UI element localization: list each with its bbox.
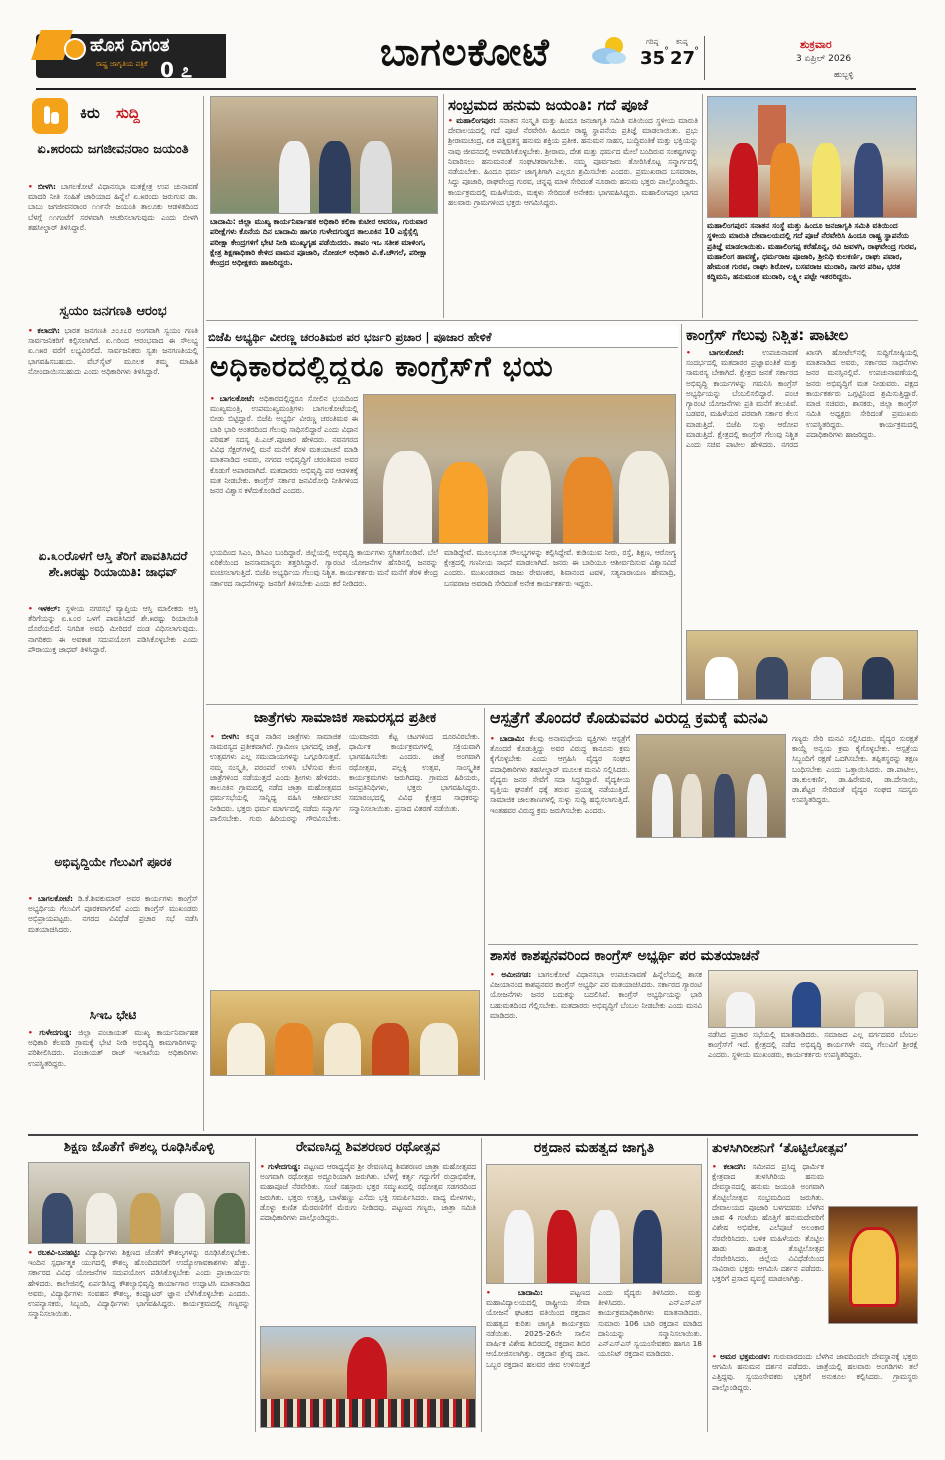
lead-body-col-1: • ಬಾಗಲಕೋಟೆ: ಅಧಿಕಾರದಲ್ಲಿದ್ದರೂ ಸೋಲಿನ ಭಯದಿಂದ ಮುಖ್ಯಮಂತ್ರಿ, ಉಪಮುಖ್ಯಮಂತ್ರಿಗಳು ಬಾಗಲಕೋಟೆಯಲ್ಲಿ ಬೀಡು ಬಿಟ್ಟಿದ್ದಾರೆ. ಬಿಜೆಪಿ ಅಭ್ಯರ್ಥಿ ವೀರಣ್ಣ ಚರಂತಿಮಠ ಈ ಬಾರಿ ಭಾರಿ ಅಂತರದಿಂದ ಗೆಲುವು ಸಾಧಿಸಲಿದ್ದಾರೆ ಎಂದು ವಿಧಾನ ಪರಿಷತ್ ಸದಸ್ಯ ಪಿ.ಎಚ್.ಪೂಜಾರ ಹೇಳಿದರು. ನವನಗರದ ವಿವಿಧ ಸೆಕ್ಟರ್‌ಗಳಲ್ಲಿ ಮನೆ ಮನೆಗೆ ತೆರಳಿ ಮತಯಾಚನೆ ಮಾಡಿ ಮಾತನಾಡಿದ ಅವರು, ನಗರದ ಅಭಿವೃದ್ಧಿಗೆ ಚರಂತಿಮಠ ಅವರ ಕೊಡುಗೆ ಅಪಾರವಾಗಿದೆ. ಮತದಾರರು ಅಭಿವೃದ್ಧಿ ಪರ ಆಡಳಿತಕ್ಕೆ ಮತ ನೀಡಬೇಕು. ಕಾಂಗ್ರೆಸ್ ಸರ್ಕಾರ ಜನವಿರೋಧಿ ನೀತಿಗಳಿಂದ ಜನರ ವಿಶ್ವಾಸ ಕಳೆದುಕೊಂಡಿದೆ ಎಂದರು.: [210, 394, 358, 495]
brief-heading: ಅಭಿವೃದ್ಧಿಯೇ ಗೆಲುವಿಗೆ ಪೂರಕ: [54, 855, 172, 869]
min-temp-label: ಕನಿಷ್ಠ: [676, 38, 688, 46]
raktadana-headline: ರಕ್ತದಾನ ಮಹತ್ವದ ಜಾಗೃತಿ: [533, 1140, 655, 1156]
column-rule-bottom-1: [255, 1138, 256, 1432]
tulasigiri-headline: ತುಳಸಿಗಿರೀಶನಿಗೆ ‘ತೊಟ್ಟಿಲೋತ್ಸವ’: [712, 1140, 849, 1155]
idol-garland-shape: [849, 1227, 899, 1307]
weather-sun-cloud-icon: [590, 34, 630, 66]
brief-body: • ಕಲಾದಗಿ: ಭಾರತ ಜನಗಣತಿ ೨೦೨೭ರ ಅಂಗವಾಗಿ ಸ್ವಯಂ ಗಣತಿ ಸಾರ್ವಜನಿಕರಿಗೆ ಕಲ್ಪಿಸಲಾಗಿದೆ. ಏ.೧ರಿಂದ ಆರಂಭವಾದ ಈ ಸೌಲಭ್ಯ ಏ.೧೫ರ ವರೆಗೆ ಲಭ್ಯವಿರಲಿದೆ. ಸಾರ್ವಜನಿಕರು ಸ್ವತಃ ಜನಗಣತಿಯಲ್ಲಿ ಭಾಗವಹಿಸಬಹುದು. ವೆಬ್‌ಸೈಟ್ ಮೂಲಕ ತಮ್ಮ ಮಾಹಿತಿ ನೋಂದಾಯಿಸಬಹುದು ಎಂದು ಅಧಿಕಾರಿಗಳು ತಿಳಿಸಿದ್ದಾರೆ.: [28, 326, 198, 376]
issue-weekday: ಶುಕ್ರವಾರ: [800, 38, 832, 51]
brief-text: ಸ್ಥಳೀಯ ನಗರಸಭೆ ವ್ಯಾಪ್ತಿಯ ಆಸ್ತಿ ಮಾಲೀಕರು ಆಸ್ತಿ ತೆರಿಗೆಯನ್ನು ಏ.೩೦ರ ಒಳಗೆ ಪಾವತಿಸಿದರೆ ಶೇ.೫ರಷ್ಟು ರಿಯಾಯಿತಿ ದೊರೆಯಲಿದೆ. ನಿಗದಿತ ಅವಧಿ ಮೀರಿದರೆ ದಂಡ ವಿಧಿಸಲಾಗುವುದು. ನಾಗರಿಕರು ಈ ಅವಕಾಶ ಸದುಪಯೋಗ ಪಡಿಸಿಕೊಳ್ಳಬೇಕು ಎಂದು ಪೌರಾಯುಕ್ತ ಜಾಧವ್ ತಿಳಿಸಿದ್ದಾರೆ.: [28, 604, 198, 654]
shikshana-headline: ಶಿಕ್ಷಣ ಜೊತೆಗೆ ಕೌಶಲ್ಯ ರೂಢಿಸಿಕೊಳ್ಳಿ: [63, 1140, 215, 1155]
bottom-row-rule: [28, 1134, 918, 1136]
brief-place: ಬಾಗಲಕೋಟೆ:: [37, 894, 73, 903]
tulasigiri-body-b: • ಅಮರ ಭಕ್ತಮಂಡಳ: ಗುರುವಾರದಂದು ಬೆಳಗಿನ ಜಾವದಿಂದಲೇ ದೇವಸ್ಥಾನಕ್ಕೆ ಭಕ್ತರು ಆಗಮಿಸಿ ಹನುಮನ ದರ್ಶನ ಪಡೆದರು. ಜಾತ್ರೆಯಲ್ಲಿ ಹಲವಾರು ಅಂಗಡಿಗಳು ತಲೆ ಎತ್ತಿದ್ದವು. ಸ್ವಯಂಸೇವಕರು ಭಕ್ತರಿಗೆ ಅನುಕೂಲ ಕಲ್ಪಿಸಿದರು. ಗ್ರಾಮಸ್ಥರು ಪಾಲ್ಗೊಂಡಿದ್ದರು.: [712, 1352, 918, 1392]
lead-campaign-photo: [363, 394, 676, 544]
brief-text: ಭಾರತ ಜನಗಣತಿ ೨೦೨೭ರ ಅಂಗವಾಗಿ ಸ್ವಯಂ ಗಣತಿ ಸಾರ್ವಜನಿಕರಿಗೆ ಕಲ್ಪಿಸಲಾಗಿದೆ. ಏ.೧ರಿಂದ ಆರಂಭವಾದ ಈ ಸೌಲಭ್ಯ ಏ.೧೫ರ ವರೆಗೆ ಲಭ್ಯವಿರಲಿದೆ. ಸಾರ್ವಜನಿಕರು ಸ್ವತಃ ಜನಗಣತಿಯಲ್ಲಿ ಭಾಗವಹಿಸಬಹುದು. ವೆಬ್‌ಸೈಟ್ ಮೂಲಕ ತಮ್ಮ ಮಾಹಿತಿ ನೋಂದಾಯಿಸಬಹುದು ಎಂದು ಅಧಿಕಾರಿಗಳು ತಿಳಿಸಿದ್ದಾರೆ.: [28, 326, 198, 376]
kashappanavar-body-col-1: • ಅಮೀನಗಡ: ಬಾಗಲಕೋಟೆ ವಿಧಾನಸಭಾ ಉಪಚುನಾವಣೆ ಹಿನ್ನೆಲೆಯಲ್ಲಿ ಶಾಸಕ ವಿಜಯಾನಂದ ಕಾಶಪ್ಪನವರ ಕಾಂಗ್ರೆಸ್ ಅಭ್ಯರ್ಥಿ ಪರ ಮತಯಾಚಿಸಿದರು. ಸರ್ಕಾರದ ಗ್ಯಾರಂಟಿ ಯೋಜನೆಗಳು ಜನರ ಬದುಕನ್ನು ಬದಲಿಸಿವೆ. ಕಾಂಗ್ರೆಸ್ ಅಭ್ಯರ್ಥಿಯನ್ನು ಭಾರಿ ಬಹುಮತದಿಂದ ಗೆಲ್ಲಿಸಬೇಕು. ಮತದಾರರು ಅಭಿವೃದ್ಧಿಗೆ ಬೆಂಬಲ ನೀಡಬೇಕು ಎಂದು ಮನವಿ ಮಾಡಿದರು.: [490, 970, 702, 1020]
masthead: [0, 0, 945, 88]
revanasiddha-place: ಗುಳೇದಗುಡ್ಡ:: [268, 1162, 301, 1171]
hospital-memo-photo: [636, 734, 786, 838]
page-number: 0 ೭: [160, 58, 193, 82]
kashappanavar-headline: ಶಾಸಕ ಕಾಶಪ್ಪನವರಿಂದ ಕಾಂಗ್ರೆಸ್ ಅಭ್ಯರ್ಥಿ ಪರ ಮತಯಾಚನೆ: [490, 948, 760, 964]
jatre-stage-photo: [210, 990, 480, 1076]
kashappanavar-place: ಅಮೀನಗಡ:: [501, 970, 532, 979]
brief-place: ಗುಳೇದಗುಡ್ಡ:: [39, 1028, 72, 1037]
column-rule-left: [203, 96, 204, 1131]
raktadana-body: • ಬಾದಾಮಿ: ಪಟ್ಟಣದ ಮಹಾವಿದ್ಯಾಲಯದಲ್ಲಿ ರಾಷ್ಟ್ರೀಯ ಸೇವಾ ಯೋಜನೆ ಘಟಕದ ವತಿಯಿಂದ ರಕ್ತದಾನ ಮಹತ್ವದ ಕುರಿತು ಜಾಗೃತಿ ಕಾರ್ಯಕ್ರಮ ನಡೆಯಿತು. 2025-26ನೇ ಸಾಲಿನ ವಾರ್ಷಿಕ ವಿಶೇಷ ಶಿಬಿರದಲ್ಲಿ ರಕ್ತದಾನ ಶಿಬಿರ ಆಯೋಜಿಸಲಾಗಿತ್ತು. ರಕ್ತದಾನ ಶ್ರೇಷ್ಠ ದಾನ. ಒಬ್ಬರ ರಕ್ತದಾನ ಹಲವರ ಜೀವ ಉಳಿಸುತ್ತದೆ ಎಂದು ವೈದ್ಯರು ತಿಳಿಸಿದರು. ಮತ್ತು ತೀಳಿಸಿದರು. ಎನ್‌ಎಸ್‌ಎಸ್ ಕಾರ್ಯಕ್ರಮಾಧಿಕಾರಿಗಳು ಮಾತನಾಡಿದರು. ಸುಮಾರು 106 ಬಾರಿ ರಕ್ತದಾನ ಮಾಡಿದ ದಾನಿಯನ್ನು ಸನ್ಮಾನಿಸಲಾಯಿತು. ಎನ್‌ಎಸ್‌ಎಸ್ ಸ್ವಯಂಸೇವಕರು ಹಾಗೂ 18 ಯೂನಿಟ್ ರಕ್ತದಾನ ಮಾಡಿದರು.: [486, 1288, 702, 1369]
hanuma-temple-photo: [707, 96, 917, 218]
max-temp-degree: °: [664, 46, 669, 57]
hospital-body-col-2: ಗಣ್ಯರು ಸೇರಿ ಮನವಿ ಸಲ್ಲಿಸಿದರು. ವೈದ್ಯರ ಸುರಕ್ಷತೆ ಕಾಯ್ದೆ ಅನ್ವಯ ಕ್ರಮ ಕೈಗೊಳ್ಳಬೇಕು. ಆಸ್ಪತ್ರೆಯ ಸಿಬ್ಬಂದಿಗೆ ರಕ್ಷಣೆ ಒದಗಿಸಬೇಕು. ತಪ್ಪಿತಸ್ಥರನ್ನು ತಕ್ಷಣ ಬಂಧಿಸಬೇಕು ಎಂದು ಒತ್ತಾಯಿಸಿದರು. ಡಾ.ಪಾಟೀಲ, ಡಾ.ಕುಲಕರ್ಣಿ, ಡಾ.ಹಿರೇಮಠ, ಡಾ.ದೇಸಾಯಿ, ಡಾ.ಶೆಟ್ಟರ ಸೇರಿದಂತೆ ವೈದ್ಯರ ಸಂಘದ ಸದಸ್ಯರು ಉಪಸ್ಥಿತರಿದ್ದರು.: [792, 734, 918, 805]
lead-headline: ಅಧಿಕಾರದಲ್ಲಿದ್ದರೂ ಕಾಂಗ್ರೆಸ್‌ಗೆ ಭಯ: [210, 350, 554, 383]
issue-city: ಹುಬ್ಬಳ್ಳಿ: [834, 70, 854, 79]
congress-press-photo: [686, 630, 918, 700]
brief-place: ಬೀಳಗಿ:: [37, 182, 56, 191]
column-rule-lower: [484, 708, 485, 1080]
revanasiddha-chariot-photo: [260, 1326, 476, 1428]
district-title: ಬಾಗಲಕೋಟೆ: [380, 30, 550, 74]
jatre-place: ಬೀಳಗಿ:: [221, 732, 240, 741]
brand-tagline: ರಾಷ್ಟ್ರ ಜಾಗೃತಿಯ ಪತ್ರಿಕೆ: [96, 60, 148, 68]
brief-heading: ಸಿಇಒ ಭೇಟಿ: [89, 1008, 137, 1022]
tulasigiri-text: ಸಮೀಪದ ಪ್ರಸಿದ್ಧ ಧಾರ್ಮಿಕ ಕ್ಷೇತ್ರವಾದ ತುಳಸಿಗಿರಿಯ ಹನುಮ ದೇವಸ್ಥಾನದಲ್ಲಿ ಹನುಮ ಜಯಂತಿ ಅಂಗವಾಗಿ ತೊಟ್ಟಿಲೋತ್ಸವ ಸಂಭ್ರಮದಿಂದ ಜರುಗಿತು. ದೇವಾಲಯದ ಪೂಜಾರಿ ಬಳಗದವರು ಬೆಳಗಿನ ಜಾವ 4 ಗಂಟೆಯ ಹೊತ್ತಿಗೆ ಹನುಮದೇವರಿಗೆ ವಿಶೇಷ ಅಭಿಷೇಕ, ಎಲೆಪೂಜೆ ಅಲಂಕಾರ ನೆರವೇರಿಸಿದರು. ಬಳಿಕ ಮಹಿಳೆಯರು ತೊಟ್ಟಿಲ ಹಾಡು ಹಾಡುತ್ತ ತೊಟ್ಟಿಲೋತ್ಸವ ನೆರವೇರಿಸಿದರು. ಜಿಲ್ಲೆಯ ವಿವಿಧೆಡೆಯಿಂದ ಸಾವಿರಾರು ಭಕ್ತರು ಆಗಮಿಸಿ ದರ್ಶನ ಪಡೆದರು. ಭಕ್ತರಿಗೆ ಪ್ರಸಾದ ವ್ಯವಸ್ಥೆ ಮಾಡಲಾಗಿತ್ತು.: [712, 1162, 824, 1284]
min-temp-value: 27: [670, 48, 696, 69]
brief-item-5: [28, 1008, 198, 1131]
jatre-headline: ಜಾತ್ರೆಗಳು ಸಾಮಾಜಿಕ ಸಾಮರಸ್ಯದ ಪ್ರತೀಕ: [253, 710, 437, 726]
jatre-text: ಕನ್ನಡ ನಾಡಿನ ಜಾತ್ರೆಗಳು ಸಾಮಾಜಿಕ ಸಾಮರಸ್ಯದ ಪ್ರತೀಕವಾಗಿವೆ. ಗ್ರಾಮೀಣ ಭಾಗದಲ್ಲಿ ಜಾತ್ರೆ, ಉತ್ಸವಗಳು ಎಲ್ಲ ಸಮುದಾಯಗಳನ್ನು ಒಗ್ಗೂಡಿಸುತ್ತವೆ. ನಮ್ಮ ಸಂಸ್ಕೃತಿ, ಪರಂಪರೆ ಉಳಿಸಿ ಬೆಳೆಸುವ ಕೆಲಸ ಜಾತ್ರೆಗಳಿಂದ ನಡೆಯುತ್ತದೆ ಎಂದು ಶ್ರೀಗಳು ಹೇಳಿದರು. ತಾಲೂಕಿನ ಗ್ರಾಮದಲ್ಲಿ ನಡೆದ ಜಾತ್ರಾ ಮಹೋತ್ಸವದ ಧರ್ಮಸಭೆಯಲ್ಲಿ ಸಾನ್ನಿಧ್ಯ ವಹಿಸಿ ಆಶೀರ್ವಚನ ನೀಡಿದರು. ಭಕ್ತರು ಧರ್ಮ ಮಾರ್ಗದಲ್ಲಿ ನಡೆದು ಸನ್ಮಾರ್ಗ ಪಾಲಿಸಬೇಕು. ಗುರು ಹಿರಿಯರನ್ನು ಗೌರವಿಸಬೇಕು. ಯುವಜನರು ಕೆಟ್ಟ ಚಟಗಳಿಂದ ದೂರವಿರಬೇಕು. ಧಾರ್ಮಿಕ ಕಾರ್ಯಕ್ರಮಗಳಲ್ಲಿ ಸಕ್ರಿಯವಾಗಿ ಭಾಗವಹಿಸಬೇಕು ಎಂದರು. ಜಾತ್ರೆ ಅಂಗವಾಗಿ ರಥೋತ್ಸವ, ಪಲ್ಲಕ್ಕಿ ಉತ್ಸವ, ಸಾಂಸ್ಕೃತಿಕ ಕಾರ್ಯಕ್ರಮಗಳು ಜರುಗಿದವು. ಗ್ರಾಮದ ಹಿರಿಯರು, ಜನಪ್ರತಿನಿಧಿಗಳು, ಭಕ್ತರು ಭಾಗವಹಿಸಿದ್ದರು. ಸಮಾರಂಭದಲ್ಲಿ ವಿವಿಧ ಕ್ಷೇತ್ರದ ಸಾಧಕರನ್ನು ಸನ್ಮಾನಿಸಲಾಯಿತು. ಪ್ರಸಾದ ವಿತರಣೆ ನಡೆಯಿತು.: [210, 732, 480, 823]
max-temp-label: ಗರಿಷ್ಠ: [646, 38, 659, 46]
tulasigiri-place: ಕಲಾದಗಿ:: [723, 1162, 746, 1171]
masthead-divider: [704, 36, 705, 80]
column-rule-bottom-2: [481, 1138, 482, 1432]
congress-win-place: ಬಾಗಲಕೋಟೆ:: [709, 348, 745, 357]
raktadana-text: ಪಟ್ಟಣದ ಮಹಾವಿದ್ಯಾಲಯದಲ್ಲಿ ರಾಷ್ಟ್ರೀಯ ಸೇವಾ ಯೋಜನೆ ಘಟಕದ ವತಿಯಿಂದ ರಕ್ತದಾನ ಮಹತ್ವದ ಕುರಿತು ಜಾಗೃತಿ ಕಾರ್ಯಕ್ರಮ ನಡೆಯಿತು. 2025-26ನೇ ಸಾಲಿನ ವಾರ್ಷಿಕ ವಿಶೇಷ ಶಿಬಿರದಲ್ಲಿ ರಕ್ತದಾನ ಶಿಬಿರ ಆಯೋಜಿಸಲಾಗಿತ್ತು. ರಕ್ತದಾನ ಶ್ರೇಷ್ಠ ದಾನ. ಒಬ್ಬರ ರಕ್ತದಾನ ಹಲವರ ಜೀವ ಉಳಿಸುತ್ತದೆ ಎಂದು ವೈದ್ಯರು ತಿಳಿಸಿದರು. ಮತ್ತು ತೀಳಿಸಿದರು. ಎನ್‌ಎಸ್‌ಎಸ್ ಕಾರ್ಯಕ್ರಮಾಧಿಕಾರಿಗಳು ಮಾತನಾಡಿದರು. ಸುಮಾರು 106 ಬಾರಿ ರಕ್ತದಾನ ಮಾಡಿದ ದಾನಿಯನ್ನು ಸನ್ಮಾನಿಸಲಾಯಿತು. ಎನ್‌ಎಸ್‌ಎಸ್ ಸ್ವಯಂಸೇವಕರು ಹಾಗೂ 18 ಯೂನಿಟ್ ರಕ್ತದಾನ ಮಾಡಿದರು.: [486, 1288, 702, 1369]
kashappanavar-body-col-2: ನಡೆಸಿದ ಪ್ರಚಾರ ಸಭೆಯಲ್ಲಿ ಮಾತನಾಡಿದರು. ಸಮಾಜದ ಎಲ್ಲ ವರ್ಗದವರ ಬೆಂಬಲ ಕಾಂಗ್ರೆಸ್‌ಗೆ ಇದೆ. ಕ್ಷೇತ್ರದಲ್ಲಿ ನಡೆದ ಅಭಿವೃದ್ಧಿ ಕಾರ್ಯಗಳೇ ನಮ್ಮ ಗೆಲುವಿಗೆ ಶ್ರೀರಕ್ಷೆ ಎಂದರು. ಸ್ಥಳೀಯ ಮುಖಂಡರು, ಕಾರ್ಯಕರ್ತರು ಉಪಸ್ಥಿತರಿದ್ದರು.: [708, 1030, 918, 1060]
column-rule-top-1: [443, 94, 444, 318]
top-row-rule: [206, 320, 918, 321]
congress-win-text: ಉಪಚುನಾವಣೆ ಸಂದರ್ಭದಲ್ಲಿ ಮತದಾರರ ಪ್ರಜ್ಞಾವಂತಿಕೆ ಮತ್ತು ಸಾಮರಸ್ಯ ಬೇಕಾಗಿದೆ. ಕ್ಷೇತ್ರದ ಜನತೆ ಸರ್ಕಾರದ ಅಭಿವೃದ್ಧಿ ಕಾರ್ಯಗಳನ್ನು ಗಮನಿಸಿ ಕಾಂಗ್ರೆಸ್ ಅಭ್ಯರ್ಥಿಯನ್ನು ಬೆಂಬಲಿಸಲಿದ್ದಾರೆ. ಪಂಚ ಗ್ಯಾರಂಟಿ ಯೋಜನೆಗಳು ಪ್ರತಿ ಮನೆಗೆ ತಲುಪಿವೆ. ಬಡವರ, ಮಹಿಳೆಯರ ಪರವಾಗಿ ಸರ್ಕಾರ ಕೆಲಸ ಮಾಡುತ್ತಿದೆ. ಬಿಜೆಪಿ ಸುಳ್ಳು ಆರೋಪ ಮಾಡುತ್ತಿದೆ. ಕ್ಷೇತ್ರದಲ್ಲಿ ಕಾಂಗ್ರೆಸ್ ಗೆಲುವು ನಿಶ್ಚಿತ ಎಂದು ಸಚಿವ ಪಾಟೀಲ ಹೇಳಿದರು. ನಗರದ ಖಾಸಗಿ ಹೋಟೆಲ್‌ನಲ್ಲಿ ಸುದ್ದಿಗೋಷ್ಠಿಯಲ್ಲಿ ಮಾತನಾಡಿದ ಅವರು, ಸರ್ಕಾರದ ಸಾಧನೆಗಳು ಜನರ ಮನಸ್ಸಿನಲ್ಲಿವೆ. ಉಪಚುನಾವಣೆಯಲ್ಲಿ ಜನರು ಅಭಿವೃದ್ಧಿಗೆ ಮತ ನೀಡುವರು. ಪಕ್ಷದ ಕಾರ್ಯಕರ್ತರು ಒಗ್ಗಟ್ಟಿನಿಂದ ಶ್ರಮಿಸುತ್ತಿದ್ದಾರೆ. ಮಾಜಿ ಸಚಿವರು, ಶಾಸಕರು, ಜಿಲ್ಲಾ ಕಾಂಗ್ರೆಸ್ ಸಮಿತಿ ಅಧ್ಯಕ್ಷರು ಸೇರಿದಂತೆ ಪ್ರಮುಖರು ಉಪಸ್ಥಿತರಿದ್ದರು. ಕಾರ್ಯಕ್ರಮದಲ್ಲಿ ಪದಾಧಿಕಾರಿಗಳು ಹಾಜರಿದ್ದರು.: [686, 348, 918, 449]
hanuma-text: ಸನಾತನ ಸಂಸ್ಕೃತಿ ಮತ್ತು ಹಿಂದೂ ಜನಜಾಗೃತಿ ಸಮಿತಿ ವತಿಯಿಂದ ಸ್ಥಳೀಯ ಮಾರುತಿ ದೇವಾಲಯದಲ್ಲಿ ಗದೆ ಪೂಜೆ ನೆರವೇರಿಸಿ ಹಿಂದೂ ರಾಷ್ಟ್ರ ಸ್ಥಾಪನೆಯ ಪ್ರತಿಜ್ಞೆ ಮಾಡಲಾಯಿತು. ಪ್ರಭು ಶ್ರೀರಾಮಚಂದ್ರ, ಏಕ ಪತ್ನಿವ್ರತಸ್ಥ ಹನುಮ ಶಕ್ತಿಯ ಪ್ರತೀಕ. ಹನುಮನ ಸಾಹಸ, ಬುದ್ಧಿವಂತಿಕೆ ಮತ್ತು ಭಕ್ತಿಯನ್ನು ನಾವು ಜೀವನದಲ್ಲಿ ಅಳವಡಿಸಿಕೊಳ್ಳಬೇಕು. ಶ್ರೀರಾಮ, ದೇಶ ಮತ್ತು ಧರ್ಮದ ಮೇಲೆ ಬಂದಿರುವ ಸಂಕಷ್ಟಗಳನ್ನು ನಿವಾರಿಸಲು ಹನುಮನಂತೆ ಸಂಘಟಿತರಾಗಬೇಕು. ನಮ್ಮ ಪೂರ್ವಜರು ತೋರಿಸಿಕೊಟ್ಟ ಸನ್ಮಾರ್ಗದಲ್ಲಿ ನಡೆಯಬೇಕು. ಹಿಂದೂ ಧರ್ಮ ಜಾಗೃತಿಗಾಗಿ ಎಲ್ಲರೂ ಶ್ರಮಿಸಬೇಕು ಎಂದರು. ಪ್ರಮುಖರಾದ ಬಸವರಾಜ, ಸಿದ್ದು ಪೂಜಾರಿ, ರಾಘವೇಂದ್ರ ಗುರವ, ಚನ್ನಪ್ಪ ಮಾಳಿ ಸೇರಿದಂತೆ ನೂರಾರು ಹನುಮ ಭಕ್ತರು ಪಾಲ್ಗೊಂಡಿದ್ದರು. ಕಾರ್ಯಕ್ರಮದಲ್ಲಿ ಮಹಿಳೆಯರು, ಮಕ್ಕಳು ಸೇರಿದಂತೆ ಅನೇಕರು ಭಾಗವಹಿಸಿದ್ದರು. ಮಹಾಲಿಂಗಪುರ ಭಾಗದ ಹಲವಾರು ಗ್ರಾಮಗಳಿಂದ ಭಕ್ತರು ಆಗಮಿಸಿದ್ದರು.: [448, 116, 698, 207]
brief-place: ಇಳಕಲ್:: [38, 604, 61, 613]
hospital-rule: [488, 944, 918, 945]
brief-body: • ಇಳಕಲ್: ಸ್ಥಳೀಯ ನಗರಸಭೆ ವ್ಯಾಪ್ತಿಯ ಆಸ್ತಿ ಮಾಲೀಕರು ಆಸ್ತಿ ತೆರಿಗೆಯನ್ನು ಏ.೩೦ರ ಒಳಗೆ ಪಾವತಿಸಿದರೆ ಶೇ.೫ರಷ್ಟು ರಿಯಾಯಿತಿ ದೊರೆಯಲಿದೆ. ನಿಗದಿತ ಅವಧಿ ಮೀರಿದರೆ ದಂಡ ವಿಧಿಸಲಾಗುವುದು. ನಾಗರಿಕರು ಈ ಅವಕಾಶ ಸದುಪಯೋಗ ಪಡಿಸಿಕೊಳ್ಳಬೇಕು ಎಂದು ಪೌರಾಯುಕ್ತ ಜಾಧವ್ ತಿಳಿಸಿದ್ದಾರೆ.: [28, 604, 198, 654]
kirusuddi-hand-icon: [32, 98, 68, 134]
brief-item-4: [28, 854, 198, 1004]
brief-place: ಕಲಾದಗಿ:: [37, 326, 60, 335]
lead-text-a: ಅಧಿಕಾರದಲ್ಲಿದ್ದರೂ ಸೋಲಿನ ಭಯದಿಂದ ಮುಖ್ಯಮಂತ್ರಿ, ಉಪಮುಖ್ಯಮಂತ್ರಿಗಳು ಬಾಗಲಕೋಟೆಯಲ್ಲಿ ಬೀಡು ಬಿಟ್ಟಿದ್ದಾರೆ. ಬಿಜೆಪಿ ಅಭ್ಯರ್ಥಿ ವೀರಣ್ಣ ಚರಂತಿಮಠ ಈ ಬಾರಿ ಭಾರಿ ಅಂತರದಿಂದ ಗೆಲುವು ಸಾಧಿಸಲಿದ್ದಾರೆ ಎಂದು ವಿಧಾನ ಪರಿಷತ್ ಸದಸ್ಯ ಪಿ.ಎಚ್.ಪೂಜಾರ ಹೇಳಿದರು. ನವನಗರದ ವಿವಿಧ ಸೆಕ್ಟರ್‌ಗಳಲ್ಲಿ ಮನೆ ಮನೆಗೆ ತೆರಳಿ ಮತಯಾಚನೆ ಮಾಡಿ ಮಾತನಾಡಿದ ಅವರು, ನಗರದ ಅಭಿವೃದ್ಧಿಗೆ ಚರಂತಿಮಠ ಅವರ ಕೊಡುಗೆ ಅಪಾರವಾಗಿದೆ. ಮತದಾರರು ಅಭಿವೃದ್ಧಿ ಪರ ಆಡಳಿತಕ್ಕೆ ಮತ ನೀಡಬೇಕು. ಕಾಂಗ್ರೆಸ್ ಸರ್ಕಾರ ಜನವಿರೋಧಿ ನೀತಿಗಳಿಂದ ಜನರ ವಿಶ್ವಾಸ ಕಳೆದುಕೊಂಡಿದೆ ಎಂದರು.: [210, 394, 358, 495]
column-rule-mid: [681, 324, 682, 704]
column-rule-top-2: [702, 94, 703, 318]
kashappanavar-rally-photo: [708, 970, 918, 1028]
hanuma-place: ಮಹಾಲಿಂಗಪುರ:: [456, 116, 496, 125]
revanasiddha-headline: ರೇವಣಸಿದ್ಧ ಶಿವಶರಣರ ರಥೋತ್ಸವ: [296, 1140, 440, 1155]
congress-win-headline: ಕಾಂಗ್ರೆಸ್ ಗೆಲುವು ನಿಶ್ಚಿತ: ಪಾಟೀಲ: [686, 326, 849, 344]
badami-visit-caption: ಬಾದಾಮಿ: ಜಿಲ್ಲಾ ಮುಖ್ಯ ಕಾರ್ಯನಿರ್ವಾಹಕ ಅಧಿಕಾರಿ ಕಲಿಕಾ ಕುಟೀರ ಆವರಣ, ಗುರುವಾರ ಪರೀಕ್ಷೆಗಳು ಕೊನೆಯ ದಿನ ಬಾದಾಮಿ ಹಾಗೂ ಗುಳೇದಗುಡ್ಡದ ತಾಲೂಕಿನ 10 ಎಸ್ಸೆಸ್ಸೆಲ್ಸಿ ಪರೀಕ್ಷಾ ಕೇಂದ್ರಗಳಿಗೆ ಭೇಟಿ ನೀಡಿ ಮುಖ್ಯಗೃಹ ಪಡೆಯಿದರು. ತಾಪಂ ಇಒ ಸತೀಶ ಮಾಳಿಂಗ, ಕ್ಷೇತ್ರ ಶಿಕ್ಷಣಾಧಿಕಾರಿ ಕೇಳಿದ ವಾಮನ ಪೂಜಾರಿ, ನೋಡಲ್ ಅಧಿಕಾರಿ ವಿ.ಕೆ.ಚೌಗಲೆ, ಪರೀಕ್ಷಾ ಕೇಂದ್ರದ ಅಧೀಕ್ಷಕರು ಹಾಜರಿದ್ದರು.: [210, 217, 428, 267]
brief-body: • ಗುಳೇದಗುಡ್ಡ: ಜಿಲ್ಲಾ ಪಂಚಾಯತ್ ಮುಖ್ಯ ಕಾರ್ಯನಿರ್ವಾಹಕ ಅಧಿಕಾರಿ ಕೆಲವಡಿ ಗ್ರಾಮಕ್ಕೆ ಭೇಟಿ ನೀಡಿ ಅಭಿವೃದ್ಧಿ ಕಾಮಗಾರಿಗಳನ್ನು ಪರಿಶೀಲಿಸಿದರು. ಪಂಚಾಯತ್ ರಾಜ್ ಇಲಾಖೆಯ ಅಧಿಕಾರಿಗಳು ಉಪಸ್ಥಿತರಿದ್ದರು.: [28, 1028, 198, 1068]
badami-visit-photo: [210, 96, 438, 214]
lead-body-col-3: ಮಾಡಿದ್ದೇವೆ. ಮೂಲಭೂತ ಸೌಲಭ್ಯಗಳನ್ನು ಕಲ್ಪಿಸಿದ್ದೇವೆ. ಕುಡಿಯುವ ನೀರು, ರಸ್ತೆ, ಶಿಕ್ಷಣ, ಆರೋಗ್ಯ ಕ್ಷೇತ್ರದಲ್ಲಿ ಗಣನೀಯ ಸಾಧನೆ ಮಾಡಲಾಗಿದೆ. ಜನರು ಈ ಬಾರಿಯೂ ಆಶೀರ್ವದಿಸುವ ವಿಶ್ವಾಸವಿದೆ ಎಂದರು. ಮುಖಂಡರಾದ ರಾಜು ರೇವಣಕರ, ಶಿವಾನಂದ ಟವಳಿ, ಸತ್ಯನಾರಾಯಣ ಹೇಮಾದ್ರಿ, ಬಸವರಾಜ ಅವರಾದಿ ಸೇರಿದಂತೆ ಅನೇಕ ಕಾರ್ಯಕರ್ತರು ಇದ್ದರು.: [444, 548, 676, 588]
shikshana-body: • ರಬಕವಿ-ಬನಹಟ್ಟಿ: ವಿದ್ಯಾರ್ಥಿಗಳು ಶಿಕ್ಷಣದ ಜೊತೆಗೆ ಕೌಶಲ್ಯಗಳನ್ನು ರೂಢಿಸಿಕೊಳ್ಳಬೇಕು. ಇಂದಿನ ಸ್ಪರ್ಧಾತ್ಮಕ ಯುಗದಲ್ಲಿ ಕೌಶಲ್ಯ ಹೊಂದಿದವರಿಗೆ ಉದ್ಯೋಗಾವಕಾಶಗಳು ಹೆಚ್ಚು. ಸರ್ಕಾರದ ವಿವಿಧ ಯೋಜನೆಗಳ ಸದುಪಯೋಗ ಪಡಿಸಿಕೊಳ್ಳಬೇಕು ಎಂದು ಪ್ರಾಚಾರ್ಯರು ಹೇಳಿದರು. ಕಾಲೇಜಿನಲ್ಲಿ ಏರ್ಪಡಿಸಿದ್ದ ಕೌಶಲ್ಯಾಭಿವೃದ್ಧಿ ಕಾರ್ಯಾಗಾರ ಉದ್ಘಾಟಿಸಿ ಮಾತನಾಡಿದ ಅವರು, ವಿದ್ಯಾರ್ಥಿಗಳು ಸಂವಹನ ಕೌಶಲ್ಯ, ಕಂಪ್ಯೂಟರ್ ಜ್ಞಾನ ಬೆಳೆಸಿಕೊಳ್ಳಬೇಕು ಎಂದರು. ಉಪನ್ಯಾಸಕರು, ಸಿಬ್ಬಂದಿ, ವಿದ್ಯಾರ್ಥಿಗಳು ಭಾಗವಹಿಸಿದ್ದರು. ಕಾರ್ಯಕ್ರಮದಲ್ಲಿ ಗಣ್ಯರನ್ನು ಸನ್ಮಾನಿಸಲಾಯಿತು.: [28, 1248, 250, 1319]
brief-text: ಬಾಗಲಕೋಟೆ ವಿಧಾನಸಭಾ ಮತಕ್ಷೇತ್ರ ಉಪ ಚುನಾವಣೆ ಮಾದರಿ ನೀತಿ ಸಂಹಿತೆ ಜಾರಿಯಾದ ಹಿನ್ನೆಲೆ ಏ.೫ರಂದು ಜರುಗುವ ಡಾ. ಬಾಬು ಜಗಜೀವನರಾಂರ ೧೧೯ನೇ ಜಯಂತಿ ತಾಲೂಕು ಆಡಳಿತದಿಂದ ಬೆಳಗ್ಗೆ ೧೧ಗಂಟೆಗೆ ಸರಳವಾಗಿ ಆಚರಿಸಲಾಗುವುದು ಎಂದು ಬೀಳಗಿ ತಹಸೀಲ್ದಾರ್ ತಿಳಿಸಿದ್ದಾರೆ.: [28, 182, 198, 232]
kirusuddi-badge: [28, 96, 198, 136]
brief-text: ಡಿ.ಕೆ.ಶಿವಕುಮಾರ್ ಅವರ ಕಾರ್ಯಗಳು ಕಾಂಗ್ರೆಸ್ ಅಭ್ಯರ್ಥಿಯ ಗೆಲುವಿಗೆ ಪೂರಕವಾಗಲಿವೆ ಎಂದು ಕಾಂಗ್ರೆಸ್ ಮುಖಂಡರು ಅಭಿಪ್ರಾಯಪಟ್ಟರು. ನಗರದ ವಿವಿಧೆಡೆ ಪ್ರಚಾರ ಸಭೆ ನಡೆಸಿ ಮತಯಾಚಿಸಿದರು.: [28, 894, 198, 934]
brief-item-1: [28, 142, 198, 302]
max-temp-value: 35: [640, 48, 666, 69]
brief-body: • ಬಾಗಲಕೋಟೆ: ಡಿ.ಕೆ.ಶಿವಕುಮಾರ್ ಅವರ ಕಾರ್ಯಗಳು ಕಾಂಗ್ರೆಸ್ ಅಭ್ಯರ್ಥಿಯ ಗೆಲುವಿಗೆ ಪೂರಕವಾಗಲಿವೆ ಎಂದು ಕಾಂಗ್ರೆಸ್ ಮುಖಂಡರು ಅಭಿಪ್ರಾಯಪಟ್ಟರು. ನಗರದ ವಿವಿಧೆಡೆ ಪ್ರಚಾರ ಸಭೆ ನಡೆಸಿ ಮತಯಾಚಿಸಿದರು.: [28, 894, 198, 934]
brand-emblem-icon: [64, 38, 86, 60]
brief-heading: ಏ.೩೦ರೊಳಗೆ ಆಸ್ತಿ ತೆರಿಗೆ ಪಾವತಿಸಿದರೆ ಶೇ.೫ರಷ್ಟು ರಿಯಾಯಿತಿ: ಜಾಧವ್: [38, 549, 188, 580]
brief-text: ಜಿಲ್ಲಾ ಪಂಚಾಯತ್ ಮುಖ್ಯ ಕಾರ್ಯನಿರ್ವಾಹಕ ಅಧಿಕಾರಿ ಕೆಲವಡಿ ಗ್ರಾಮಕ್ಕೆ ಭೇಟಿ ನೀಡಿ ಅಭಿವೃದ್ಧಿ ಕಾಮಗಾರಿಗಳನ್ನು ಪರಿಶೀಲಿಸಿದರು. ಪಂಚಾಯತ್ ರಾಜ್ ಇಲಾಖೆಯ ಅಧಿಕಾರಿಗಳು ಉಪಸ್ಥಿತರಿದ್ದರು.: [28, 1028, 198, 1068]
lead-body-col-2: ಭಯದಿಂದ ಸಿಎಂ, ಡಿಸಿಎಂ ಬಂದಿದ್ದಾರೆ. ಜಿಲ್ಲೆಯಲ್ಲಿ ಅಭಿವೃದ್ಧಿ ಕಾರ್ಯಗಳು ಸ್ಥಗಿತಗೊಂಡಿವೆ. ಬೆಲೆ ಏರಿಕೆಯಿಂದ ಜನಸಾಮಾನ್ಯರು ತತ್ತರಿಸಿದ್ದಾರೆ. ಗ್ಯಾರಂಟಿ ಯೋಜನೆಗಳ ಹೆಸರಿನಲ್ಲಿ ಜನರನ್ನು ವಂಚಿಸಲಾಗುತ್ತಿದೆ. ಬಿಜೆಪಿ ಅಭ್ಯರ್ಥಿಯ ಗೆಲುವು ನಿಶ್ಚಿತ. ಕಾರ್ಯಕರ್ತರು ಮನೆ ಮನೆಗೆ ತೆರಳಿ ಕೇಂದ್ರ ಸರ್ಕಾರದ ಸಾಧನೆಗಳನ್ನು ಜನರಿಗೆ ತಿಳಿಸಬೇಕು ಎಂದು ಕರೆ ನೀಡಿದರು.: [210, 548, 438, 588]
tulasigiri-idol-photo: [828, 1206, 918, 1324]
kashappanavar-text-a: ಬಾಗಲಕೋಟೆ ವಿಧಾನಸಭಾ ಉಪಚುನಾವಣೆ ಹಿನ್ನೆಲೆಯಲ್ಲಿ ಶಾಸಕ ವಿಜಯಾನಂದ ಕಾಶಪ್ಪನವರ ಕಾಂಗ್ರೆಸ್ ಅಭ್ಯರ್ಥಿ ಪರ ಮತಯಾಚಿಸಿದರು. ಸರ್ಕಾರದ ಗ್ಯಾರಂಟಿ ಯೋಜನೆಗಳು ಜನರ ಬದುಕನ್ನು ಬದಲಿಸಿವೆ. ಕಾಂಗ್ರೆಸ್ ಅಭ್ಯರ್ಥಿಯನ್ನು ಭಾರಿ ಬಹುಮತದಿಂದ ಗೆಲ್ಲಿಸಬೇಕು. ಮತದಾರರು ಅಭಿವೃದ್ಧಿಗೆ ಬೆಂಬಲ ನೀಡಬೇಕು ಎಂದು ಮನವಿ ಮಾಡಿದರು.: [490, 970, 702, 1020]
hospital-headline: ಆಸ್ಪತ್ರೆಗೆ ತೊಂದರೆ ಕೊಡುವವರ ವಿರುದ್ಧ ಕ್ರಮಕ್ಕೆ ಮನವಿ: [490, 708, 768, 727]
shikshana-photo: [28, 1162, 250, 1244]
lead-kicker: ಬಿಜೆಪಿ ಅಭ್ಯರ್ಥಿ ವೀರಣ್ಣ ಚರಂತಿಮಠ ಪರ ಭರ್ಜರಿ ಪ್ರಚಾರ | ಪೂಜಾರ ಹೇಳಿಕೆ: [206, 326, 678, 348]
issue-date: 3 ಏಪ್ರಿಲ್ 2026: [796, 54, 852, 64]
lead-place: ಬಾಗಲಕೋಟೆ:: [219, 394, 255, 403]
crowd-band: [261, 1399, 475, 1427]
hospital-text-a: ಕೆಲವು ಅನಾಮಧೇಯ ವ್ಯಕ್ತಿಗಳು ಆಸ್ಪತ್ರೆಗೆ ತೊಂದರೆ ಕೊಡುತ್ತಿದ್ದು ಅವರ ವಿರುದ್ಧ ಕಾನೂನು ಕ್ರಮ ಕೈಗೊಳ್ಳಬೇಕು ಎಂದು ಆಗ್ರಹಿಸಿ ವೈದ್ಯರ ಸಂಘದ ಪದಾಧಿಕಾರಿಗಳು ತಹಸೀಲ್ದಾರ್ ಮೂಲಕ ಮನವಿ ಸಲ್ಲಿಸಿದರು. ವೈದ್ಯರು ಜನರ ಸೇವೆಗೆ ಸದಾ ಸಿದ್ಧರಿದ್ದಾರೆ. ವೈದ್ಯಕೀಯ ವೃತ್ತಿಯ ಘನತೆಗೆ ಧಕ್ಕೆ ತರುವ ಪ್ರಯತ್ನ ನಡೆಯುತ್ತಿದೆ. ಸಾಮಾಜಿಕ ಜಾಲತಾಣಗಳಲ್ಲಿ ಸುಳ್ಳು ಸುದ್ದಿ ಹಬ್ಬಿಸಲಾಗುತ್ತಿದೆ. ಇಂತಹವರ ವಿರುದ್ಧ ಕ್ರಮ ಜರುಗಿಸಬೇಕು ಎಂದರು.: [490, 734, 630, 815]
tulasigiri-body: • ಕಲಾದಗಿ: ಸಮೀಪದ ಪ್ರಸಿದ್ಧ ಧಾರ್ಮಿಕ ಕ್ಷೇತ್ರವಾದ ತುಳಸಿಗಿರಿಯ ಹನುಮ ದೇವಸ್ಥಾನದಲ್ಲಿ ಹನುಮ ಜಯಂತಿ ಅಂಗವಾಗಿ ತೊಟ್ಟಿಲೋತ್ಸವ ಸಂಭ್ರಮದಿಂದ ಜರುಗಿತು. ದೇವಾಲಯದ ಪೂಜಾರಿ ಬಳಗದವರು ಬೆಳಗಿನ ಜಾವ 4 ಗಂಟೆಯ ಹೊತ್ತಿಗೆ ಹನುಮದೇವರಿಗೆ ವಿಶೇಷ ಅಭಿಷೇಕ, ಎಲೆಪೂಜೆ ಅಲಂಕಾರ ನೆರವೇರಿಸಿದರು. ಬಳಿಕ ಮಹಿಳೆಯರು ತೊಟ್ಟಿಲ ಹಾಡು ಹಾಡುತ್ತ ತೊಟ್ಟಿಲೋತ್ಸವ ನೆರವೇರಿಸಿದರು. ಜಿಲ್ಲೆಯ ವಿವಿಧೆಡೆಯಿಂದ ಸಾವಿರಾರು ಭಕ್ತರು ಆಗಮಿಸಿ ದರ್ಶನ ಪಡೆದರು. ಭಕ್ತರಿಗೆ ಪ್ರಸಾದ ವ್ಯವಸ್ಥೆ ಮಾಡಲಾಗಿತ್ತು.: [712, 1162, 824, 1284]
raktadana-photo: [486, 1164, 702, 1284]
mid-row-rule: [206, 704, 918, 705]
min-temp-degree: °: [694, 46, 699, 57]
kirusuddi-column: [28, 96, 198, 1131]
congress-win-body: • ಬಾಗಲಕೋಟೆ: ಉಪಚುನಾವಣೆ ಸಂದರ್ಭದಲ್ಲಿ ಮತದಾರರ ಪ್ರಜ್ಞಾವಂತಿಕೆ ಮತ್ತು ಸಾಮರಸ್ಯ ಬೇಕಾಗಿದೆ. ಕ್ಷೇತ್ರದ ಜನತೆ ಸರ್ಕಾರದ ಅಭಿವೃದ್ಧಿ ಕಾರ್ಯಗಳನ್ನು ಗಮನಿಸಿ ಕಾಂಗ್ರೆಸ್ ಅಭ್ಯರ್ಥಿಯನ್ನು ಬೆಂಬಲಿಸಲಿದ್ದಾರೆ. ಪಂಚ ಗ್ಯಾರಂಟಿ ಯೋಜನೆಗಳು ಪ್ರತಿ ಮನೆಗೆ ತಲುಪಿವೆ. ಬಡವರ, ಮಹಿಳೆಯರ ಪರವಾಗಿ ಸರ್ಕಾರ ಕೆಲಸ ಮಾಡುತ್ತಿದೆ. ಬಿಜೆಪಿ ಸುಳ್ಳು ಆರೋಪ ಮಾಡುತ್ತಿದೆ. ಕ್ಷೇತ್ರದಲ್ಲಿ ಕಾಂಗ್ರೆಸ್ ಗೆಲುವು ನಿಶ್ಚಿತ ಎಂದು ಸಚಿವ ಪಾಟೀಲ ಹೇಳಿದರು. ನಗರದ ಖಾಸಗಿ ಹೋಟೆಲ್‌ನಲ್ಲಿ ಸುದ್ದಿಗೋಷ್ಠಿಯಲ್ಲಿ ಮಾತನಾಡಿದ ಅವರು, ಸರ್ಕಾರದ ಸಾಧನೆಗಳು ಜನರ ಮನಸ್ಸಿನಲ್ಲಿವೆ. ಉಪಚುನಾವಣೆಯಲ್ಲಿ ಜನರು ಅಭಿವೃದ್ಧಿಗೆ ಮತ ನೀಡುವರು. ಪಕ್ಷದ ಕಾರ್ಯಕರ್ತರು ಒಗ್ಗಟ್ಟಿನಿಂದ ಶ್ರಮಿಸುತ್ತಿದ್ದಾರೆ. ಮಾಜಿ ಸಚಿವರು, ಶಾಸಕರು, ಜಿಲ್ಲಾ ಕಾಂಗ್ರೆಸ್ ಸಮಿತಿ ಅಧ್ಯಕ್ಷರು ಸೇರಿದಂತೆ ಪ್ರಮುಖರು ಉಪಸ್ಥಿತರಿದ್ದರು. ಕಾರ್ಯಕ್ರಮದಲ್ಲಿ ಪದಾಧಿಕಾರಿಗಳು ಹಾಜರಿದ್ದರು.: [686, 348, 918, 449]
hanuma-body: • ಮಹಾಲಿಂಗಪುರ: ಸನಾತನ ಸಂಸ್ಕೃತಿ ಮತ್ತು ಹಿಂದೂ ಜನಜಾಗೃತಿ ಸಮಿತಿ ವತಿಯಿಂದ ಸ್ಥಳೀಯ ಮಾರುತಿ ದೇವಾಲಯದಲ್ಲಿ ಗದೆ ಪೂಜೆ ನೆರವೇರಿಸಿ ಹಿಂದೂ ರಾಷ್ಟ್ರ ಸ್ಥಾಪನೆಯ ಪ್ರತಿಜ್ಞೆ ಮಾಡಲಾಯಿತು. ಪ್ರಭು ಶ್ರೀರಾಮಚಂದ್ರ, ಏಕ ಪತ್ನಿವ್ರತಸ್ಥ ಹನುಮ ಶಕ್ತಿಯ ಪ್ರತೀಕ. ಹನುಮನ ಸಾಹಸ, ಬುದ್ಧಿವಂತಿಕೆ ಮತ್ತು ಭಕ್ತಿಯನ್ನು ನಾವು ಜೀವನದಲ್ಲಿ ಅಳವಡಿಸಿಕೊಳ್ಳಬೇಕು. ಶ್ರೀರಾಮ, ದೇಶ ಮತ್ತು ಧರ್ಮದ ಮೇಲೆ ಬಂದಿರುವ ಸಂಕಷ್ಟಗಳನ್ನು ನಿವಾರಿಸಲು ಹನುಮನಂತೆ ಸಂಘಟಿತರಾಗಬೇಕು. ನಮ್ಮ ಪೂರ್ವಜರು ತೋರಿಸಿಕೊಟ್ಟ ಸನ್ಮಾರ್ಗದಲ್ಲಿ ನಡೆಯಬೇಕು. ಹಿಂದೂ ಧರ್ಮ ಜಾಗೃತಿಗಾಗಿ ಎಲ್ಲರೂ ಶ್ರಮಿಸಬೇಕು ಎಂದರು. ಪ್ರಮುಖರಾದ ಬಸವರಾಜ, ಸಿದ್ದು ಪೂಜಾರಿ, ರಾಘವೇಂದ್ರ ಗುರವ, ಚನ್ನಪ್ಪ ಮಾಳಿ ಸೇರಿದಂತೆ ನೂರಾರು ಹನುಮ ಭಕ್ತರು ಪಾಲ್ಗೊಂಡಿದ್ದರು. ಕಾರ್ಯಕ್ರಮದಲ್ಲಿ ಮಹಿಳೆಯರು, ಮಕ್ಕಳು ಸೇರಿದಂತೆ ಅನೇಕರು ಭಾಗವಹಿಸಿದ್ದರು. ಮಹಾಲಿಂಗಪುರ ಭಾಗದ ಹಲವಾರು ಗ್ರಾಮಗಳಿಂದ ಭಕ್ತರು ಆಗಮಿಸಿದ್ದರು.: [448, 116, 698, 207]
jatre-body: • ಬೀಳಗಿ: ಕನ್ನಡ ನಾಡಿನ ಜಾತ್ರೆಗಳು ಸಾಮಾಜಿಕ ಸಾಮರಸ್ಯದ ಪ್ರತೀಕವಾಗಿವೆ. ಗ್ರಾಮೀಣ ಭಾಗದಲ್ಲಿ ಜಾತ್ರೆ, ಉತ್ಸವಗಳು ಎಲ್ಲ ಸಮುದಾಯಗಳನ್ನು ಒಗ್ಗೂಡಿಸುತ್ತವೆ. ನಮ್ಮ ಸಂಸ್ಕೃತಿ, ಪರಂಪರೆ ಉಳಿಸಿ ಬೆಳೆಸುವ ಕೆಲಸ ಜಾತ್ರೆಗಳಿಂದ ನಡೆಯುತ್ತದೆ ಎಂದು ಶ್ರೀಗಳು ಹೇಳಿದರು. ತಾಲೂಕಿನ ಗ್ರಾಮದಲ್ಲಿ ನಡೆದ ಜಾತ್ರಾ ಮಹೋತ್ಸವದ ಧರ್ಮಸಭೆಯಲ್ಲಿ ಸಾನ್ನಿಧ್ಯ ವಹಿಸಿ ಆಶೀರ್ವಚನ ನೀಡಿದರು. ಭಕ್ತರು ಧರ್ಮ ಮಾರ್ಗದಲ್ಲಿ ನಡೆದು ಸನ್ಮಾರ್ಗ ಪಾಲಿಸಬೇಕು. ಗುರು ಹಿರಿಯರನ್ನು ಗೌರವಿಸಬೇಕು. ಯುವಜನರು ಕೆಟ್ಟ ಚಟಗಳಿಂದ ದೂರವಿರಬೇಕು. ಧಾರ್ಮಿಕ ಕಾರ್ಯಕ್ರಮಗಳಲ್ಲಿ ಸಕ್ರಿಯವಾಗಿ ಭಾಗವಹಿಸಬೇಕು ಎಂದರು. ಜಾತ್ರೆ ಅಂಗವಾಗಿ ರಥೋತ್ಸವ, ಪಲ್ಲಕ್ಕಿ ಉತ್ಸವ, ಸಾಂಸ್ಕೃತಿಕ ಕಾರ್ಯಕ್ರಮಗಳು ಜರುಗಿದವು. ಗ್ರಾಮದ ಹಿರಿಯರು, ಜನಪ್ರತಿನಿಧಿಗಳು, ಭಕ್ತರು ಭಾಗವಹಿಸಿದ್ದರು. ಸಮಾರಂಭದಲ್ಲಿ ವಿವಿಧ ಕ್ಷೇತ್ರದ ಸಾಧಕರನ್ನು ಸನ್ಮಾನಿಸಲಾಯಿತು. ಪ್ರಸಾದ ವಿತರಣೆ ನಡೆಯಿತು.: [210, 732, 480, 823]
brief-heading: ಏ.೫ರಂದು ಜಗಜೀವನರಾಂ ಜಯಂತಿ: [37, 142, 189, 157]
column-rule-bottom-3: [707, 1138, 708, 1432]
revanasiddha-body: • ಗುಳೇದಗುಡ್ಡ: ಪಟ್ಟಣದ ಆರಾಧ್ಯದೈವ ಶ್ರೀ ರೇವಣಸಿದ್ಧ ಶಿವಶರಣರ ಜಾತ್ರಾ ಮಹೋತ್ಸವದ ಅಂಗವಾಗಿ ರಥೋತ್ಸವ ಅದ್ದೂರಿಯಾಗಿ ಜರುಗಿತು. ಬೆಳಗ್ಗೆ ಕರ್ತೃ ಗದ್ದುಗೆಗೆ ರುದ್ರಾಭಿಷೇಕ, ಮಹಾಪೂಜೆ ನೆರವೇರಿತು. ಸಂಜೆ ಸಹಸ್ರಾರು ಭಕ್ತರ ಸಮ್ಮುಖದಲ್ಲಿ ರಥೋತ್ಸವ ಸಡಗರದಿಂದ ಜರುಗಿತು. ಭಕ್ತರು ಉತ್ತತ್ತಿ, ಬಾಳೆಹಣ್ಣು ಎಸೆದು ಭಕ್ತಿ ಸಮರ್ಪಿಸಿದರು. ವಾದ್ಯ ಮೇಳಗಳು, ಡೊಳ್ಳು ಕುಣಿತ ಮೆರವಣಿಗೆಗೆ ಮೆರುಗು ನೀಡಿದವು. ಪಟ್ಟಣದ ಗಣ್ಯರು, ಜಾತ್ರಾ ಸಮಿತಿ ಪದಾಧಿಕಾರಿಗಳು ಪಾಲ್ಗೊಂಡಿದ್ದರು.: [260, 1162, 476, 1223]
brief-item-3: [28, 548, 198, 848]
revanasiddha-text: ಪಟ್ಟಣದ ಆರಾಧ್ಯದೈವ ಶ್ರೀ ರೇವಣಸಿದ್ಧ ಶಿವಶರಣರ ಜಾತ್ರಾ ಮಹೋತ್ಸವದ ಅಂಗವಾಗಿ ರಥೋತ್ಸವ ಅದ್ದೂರಿಯಾಗಿ ಜರುಗಿತು. ಬೆಳಗ್ಗೆ ಕರ್ತೃ ಗದ್ದುಗೆಗೆ ರುದ್ರಾಭಿಷೇಕ, ಮಹಾಪೂಜೆ ನೆರವೇರಿತು. ಸಂಜೆ ಸಹಸ್ರಾರು ಭಕ್ತರ ಸಮ್ಮುಖದಲ್ಲಿ ರಥೋತ್ಸವ ಸಡಗರದಿಂದ ಜರುಗಿತು. ಭಕ್ತರು ಉತ್ತತ್ತಿ, ಬಾಳೆಹಣ್ಣು ಎಸೆದು ಭಕ್ತಿ ಸಮರ್ಪಿಸಿದರು. ವಾದ್ಯ ಮೇಳಗಳು, ಡೊಳ್ಳು ಕುಣಿತ ಮೆರವಣಿಗೆಗೆ ಮೆರುಗು ನೀಡಿದವು. ಪಟ್ಟಣದ ಗಣ್ಯರು, ಜಾತ್ರಾ ಸಮಿತಿ ಪದಾಧಿಕಾರಿಗಳು ಪಾಲ್ಗೊಂಡಿದ್ದರು.: [260, 1162, 476, 1223]
hospital-body-col-1: • ಬಾದಾಮಿ: ಕೆಲವು ಅನಾಮಧೇಯ ವ್ಯಕ್ತಿಗಳು ಆಸ್ಪತ್ರೆಗೆ ತೊಂದರೆ ಕೊಡುತ್ತಿದ್ದು ಅವರ ವಿರುದ್ಧ ಕಾನೂನು ಕ್ರಮ ಕೈಗೊಳ್ಳಬೇಕು ಎಂದು ಆಗ್ರಹಿಸಿ ವೈದ್ಯರ ಸಂಘದ ಪದಾಧಿಕಾರಿಗಳು ತಹಸೀಲ್ದಾರ್ ಮೂಲಕ ಮನವಿ ಸಲ್ಲಿಸಿದರು. ವೈದ್ಯರು ಜನರ ಸೇವೆಗೆ ಸದಾ ಸಿದ್ಧರಿದ್ದಾರೆ. ವೈದ್ಯಕೀಯ ವೃತ್ತಿಯ ಘನತೆಗೆ ಧಕ್ಕೆ ತರುವ ಪ್ರಯತ್ನ ನಡೆಯುತ್ತಿದೆ. ಸಾಮಾಜಿಕ ಜಾಲತಾಣಗಳಲ್ಲಿ ಸುಳ್ಳು ಸುದ್ದಿ ಹಬ್ಬಿಸಲಾಗುತ್ತಿದೆ. ಇಂತಹವರ ವಿರುದ್ಧ ಕ್ರಮ ಜರುಗಿಸಬೇಕು ಎಂದರು.: [490, 734, 630, 815]
hanuma-temple-caption: ಮಹಾಲಿಂಗಪುರ: ಸನಾತನ ಸಂಸ್ಥೆ ಮತ್ತು ಹಿಂದೂ ಜನಜಾಗೃತಿ ಸಮಿತಿ ವತಿಯಿಂದ ಸ್ಥಳೀಯ ಮಾರುತಿ ದೇವಾಲಯದಲ್ಲಿ ಗದೆ ಪೂಜೆ ನೆರವೇರಿಸಿ ಹಿಂದೂ ರಾಷ್ಟ್ರ ಸ್ಥಾಪನೆಯ ಪ್ರತಿಜ್ಞೆ ಮಾಡಲಾಯಿತು. ಮಹಾಲಿಂಗಪ್ಪ ಕರೆಹೊನ್ನ, ರವಿ ಜವಳಗಿ, ರಾಘವೇಂದ್ರ ಗುರವ, ಮಹಾಲಿಂಗ ಹಾವಣ್ಣೆ, ಧರ್ಮರಾಜ ಪೂಜಾರಿ, ಶ್ರೀನಿಧಿ ಕುಲಕರ್ಣಿ, ರಾಘು ಪವಾರ, ಹೇಮಂತ ಗುರವ, ರಾಘು ಶಿರೋಳ, ಬಸವರಾಜ ಮುರಾರಿ, ನಾಗರ ಪರಿಟ, ಭರತ ಕದ್ದಿಮನಿ, ಹನುಮಂತ ಮುರಾರಿ, ಲಕ್ಷ್ಮೀ ಪಟ್ಟೇ ಇತರರಿದ್ದರು.: [707, 221, 917, 282]
chariot-shape: [347, 1337, 387, 1407]
shikshana-text: ವಿದ್ಯಾರ್ಥಿಗಳು ಶಿಕ್ಷಣದ ಜೊತೆಗೆ ಕೌಶಲ್ಯಗಳನ್ನು ರೂಢಿಸಿಕೊಳ್ಳಬೇಕು. ಇಂದಿನ ಸ್ಪರ್ಧಾತ್ಮಕ ಯುಗದಲ್ಲಿ ಕೌಶಲ್ಯ ಹೊಂದಿದವರಿಗೆ ಉದ್ಯೋಗಾವಕಾಶಗಳು ಹೆಚ್ಚು. ಸರ್ಕಾರದ ವಿವಿಧ ಯೋಜನೆಗಳ ಸದುಪಯೋಗ ಪಡಿಸಿಕೊಳ್ಳಬೇಕು ಎಂದು ಪ್ರಾಚಾರ್ಯರು ಹೇಳಿದರು. ಕಾಲೇಜಿನಲ್ಲಿ ಏರ್ಪಡಿಸಿದ್ದ ಕೌಶಲ್ಯಾಭಿವೃದ್ಧಿ ಕಾರ್ಯಾಗಾರ ಉದ್ಘಾಟಿಸಿ ಮಾತನಾಡಿದ ಅವರು, ವಿದ್ಯಾರ್ಥಿಗಳು ಸಂವಹನ ಕೌಶಲ್ಯ, ಕಂಪ್ಯೂಟರ್ ಜ್ಞಾನ ಬೆಳೆಸಿಕೊಳ್ಳಬೇಕು ಎಂದರು. ಉಪನ್ಯಾಸಕರು, ಸಿಬ್ಬಂದಿ, ವಿದ್ಯಾರ್ಥಿಗಳು ಭಾಗವಹಿಸಿದ್ದರು. ಕಾರ್ಯಕ್ರಮದಲ್ಲಿ ಗಣ್ಯರನ್ನು ಸನ್ಮಾನಿಸಲಾಯಿತು.: [28, 1248, 250, 1319]
brief-item-2: [28, 304, 198, 544]
shikshana-place: ರಬಕವಿ-ಬನಹಟ್ಟಿ:: [37, 1248, 81, 1257]
raktadana-place: ಬಾದಾಮಿ:: [517, 1288, 543, 1297]
tulasigiri-place-b: ಅಮರ ಭಕ್ತಮಂಡಳ:: [720, 1352, 771, 1361]
masthead-rule: [36, 88, 916, 90]
tulasigiri-text-b: ಗುರುವಾರದಂದು ಬೆಳಗಿನ ಜಾವದಿಂದಲೇ ದೇವಸ್ಥಾನಕ್ಕೆ ಭಕ್ತರು ಆಗಮಿಸಿ ಹನುಮನ ದರ್ಶನ ಪಡೆದರು. ಜಾತ್ರೆಯಲ್ಲಿ ಹಲವಾರು ಅಂಗಡಿಗಳು ತಲೆ ಎತ್ತಿದ್ದವು. ಸ್ವಯಂಸೇವಕರು ಭಕ್ತರಿಗೆ ಅನುಕೂಲ ಕಲ್ಪಿಸಿದರು. ಗ್ರಾಮಸ್ಥರು ಪಾಲ್ಗೊಂಡಿದ್ದರು.: [712, 1352, 918, 1392]
hospital-place: ಬಾದಾಮಿ:: [499, 734, 525, 743]
kirusuddi-label-red: ಸುದ್ದಿ: [116, 104, 140, 122]
brief-heading: ಸ್ವಯಂ ಜನಗಣತಿ ಆರಂಭ: [59, 304, 167, 319]
kirusuddi-label-dark: ಕಿರು: [80, 104, 100, 122]
brief-body: • ಬೀಳಗಿ: ಬಾಗಲಕೋಟೆ ವಿಧಾನಸಭಾ ಮತಕ್ಷೇತ್ರ ಉಪ ಚುನಾವಣೆ ಮಾದರಿ ನೀತಿ ಸಂಹಿತೆ ಜಾರಿಯಾದ ಹಿನ್ನೆಲೆ ಏ.೫ರಂದು ಜರುಗುವ ಡಾ. ಬಾಬು ಜಗಜೀವನರಾಂರ ೧೧೯ನೇ ಜಯಂತಿ ತಾಲೂಕು ಆಡಳಿತದಿಂದ ಬೆಳಗ್ಗೆ ೧೧ಗಂಟೆಗೆ ಸರಳವಾಗಿ ಆಚರಿಸಲಾಗುವುದು ಎಂದು ಬೀಳಗಿ ತಹಸೀಲ್ದಾರ್ ತಿಳಿಸಿದ್ದಾರೆ.: [28, 182, 198, 232]
brand-name: ಹೊಸ ದಿಗಂತ: [90, 35, 170, 56]
hanuma-headline: ಸಂಭ್ರಮದ ಹನುಮ ಜಯಂತಿ: ಗದೆ ಪೂಜೆ: [448, 96, 649, 114]
